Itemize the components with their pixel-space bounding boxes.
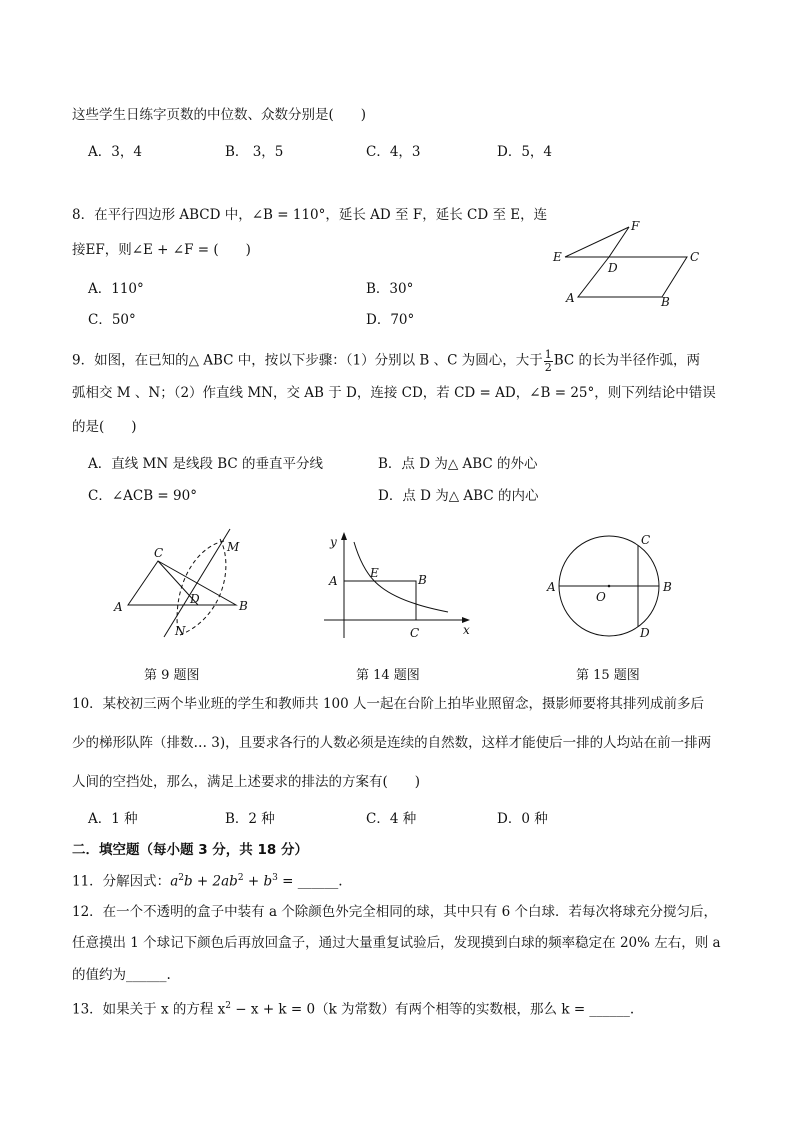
q8-label-d: D — [608, 261, 618, 275]
fig9-label-c: C — [154, 546, 164, 560]
q13-sup: 2 — [225, 1001, 232, 1011]
q11-expr-b: b + 2ab — [183, 873, 238, 890]
fig14-label-y: y — [330, 535, 337, 549]
q7-stem: 这些学生日练字页数的中位数、众数分别是( ) — [72, 107, 367, 123]
fig15-label-d: D — [640, 626, 650, 640]
q9-option-a: A．直线 MN 是线段 BC 的垂直平分线 — [88, 456, 324, 472]
fig9-triangle-figure — [110, 525, 260, 645]
fig9-caption: 第 9 题图 — [144, 668, 200, 683]
q11-sup1: 2 — [178, 873, 184, 883]
q9-option-d: D．点 D 为△ ABC 的内心 — [378, 488, 539, 504]
q10-line1: 10．某校初三两个毕业班的学生和教师共 100 人一起在台阶上拍毕业照留念，摄影师要将其排列成前多后 — [72, 696, 705, 712]
q10-option-c: C．4 种 — [366, 811, 417, 827]
fig14-label-b: B — [418, 573, 427, 587]
fig9-label-a: A — [114, 600, 123, 614]
fig15-circle-figure — [544, 530, 684, 642]
q10-option-b: B．2 种 — [225, 811, 275, 827]
fig15-caption: 第 15 题图 — [576, 668, 640, 683]
q9-line1 — [72, 349, 700, 373]
q12-line1: 12．在一个不透明的盒子中装有 a 个除颜色外完全相同的球，其中只有 6 个白球．若每次将球充分搅匀后， — [72, 904, 717, 920]
q9-frac-den: 2 — [544, 360, 552, 374]
fig9-label-d: D — [190, 592, 200, 606]
q10-line2: 少的梯形队阵（排数… 3)，且要求各行的人数必须是连续的自然数，这样才能使后一排的人均站在前一排两 — [72, 735, 712, 751]
fig15-label-c: C — [641, 533, 651, 547]
q8-option-c: C．50° — [88, 312, 136, 328]
q9-option-c: C．∠ACB = 90° — [88, 488, 197, 504]
q11-sup3: 3 — [272, 873, 278, 883]
fig14-graph-figure — [320, 530, 480, 642]
q11-expr-c: + b — [243, 873, 273, 890]
fig15-label-o: O — [596, 590, 606, 604]
q7-option-c: C．4，3 — [366, 144, 421, 160]
q11-prefix: 11．分解因式： — [72, 873, 171, 890]
fig14-caption: 第 14 题图 — [356, 668, 420, 683]
q10-option-d: D．0 种 — [497, 811, 548, 827]
q9-fraction — [544, 349, 553, 373]
q8-option-b: B．30° — [366, 281, 414, 297]
q11-sup2: 2 — [237, 873, 244, 883]
fig14-label-x: x — [463, 623, 470, 637]
q11-suffix: = ______. — [277, 873, 343, 890]
q8-label-e: E — [553, 250, 562, 264]
q9-line1-a: 9．如图，在已知的△ ABC 中，按以下步骤：（1）分别以 B 、C 为圆心，大于 — [72, 352, 543, 369]
fig9-label-n: N — [175, 624, 186, 638]
fig9-label-b: B — [239, 599, 248, 613]
q8-option-d: D．70° — [366, 312, 415, 328]
q8-line2: 接EF，则∠E + ∠F = ( ) — [72, 242, 251, 258]
fig9-label-m: M — [227, 540, 240, 554]
q13-line — [72, 1002, 634, 1017]
q7-option-a: A．3，4 — [88, 144, 142, 160]
section2-title: 二．填空题（每小题 3 分，共 18 分） — [72, 842, 308, 858]
q13-suffix: − x + k = 0（k 为常数）有两个相等的实数根，那么 k = ______. — [231, 1001, 635, 1018]
fig14-label-c: C — [410, 626, 420, 640]
fig14-label-e: E — [370, 566, 379, 580]
fig15-label-b: B — [663, 580, 672, 594]
q10-line3: 人间的空挡处，那么，满足上述要求的排法的方案有( ) — [72, 774, 421, 790]
q11-line — [72, 874, 343, 889]
q8-line1: 8．在平行四边形 ABCD 中，∠B = 110°，延长 AD 至 F，延长 CD 至 E，连 — [72, 207, 548, 223]
q7-option-d: D．5，4 — [497, 144, 553, 160]
q8-label-f: F — [631, 219, 640, 233]
q9-line3: 的是( ) — [72, 419, 137, 435]
q9-line1-b: BC 的长为半径作弧，两 — [553, 352, 701, 369]
fig14-label-a: A — [329, 574, 338, 588]
q7-option-b: B． 3，5 — [225, 144, 284, 160]
q9-line2: 弧相交 M 、N；（2）作直线 MN，交 AB 于 D，连接 CD，若 CD = AD，∠B = 25°，则下列结论中错误 — [72, 385, 716, 401]
q11-expr-a: a — [170, 873, 179, 890]
q8-parallelogram-figure — [548, 218, 708, 310]
q8-label-b: B — [661, 295, 670, 309]
q13-prefix: 13．如果关于 x 的方程 x — [72, 1001, 226, 1018]
q9-frac-num: 1 — [544, 348, 552, 361]
q8-label-a: A — [566, 291, 575, 305]
q8-option-a: A．110° — [88, 281, 144, 297]
fig15-label-a: A — [547, 580, 556, 594]
q12-line2: 任意摸出 1 个球记下颜色后再放回盒子，通过大量重复试验后，发现摸到白球的频率稳定在 20% 左右，则 a — [72, 935, 721, 951]
q10-option-a: A．1 种 — [88, 811, 138, 827]
q12-line3: 的值约为______. — [72, 967, 171, 983]
q9-option-b: B．点 D 为△ ABC 的外心 — [378, 456, 538, 472]
q8-label-c: C — [690, 250, 700, 264]
